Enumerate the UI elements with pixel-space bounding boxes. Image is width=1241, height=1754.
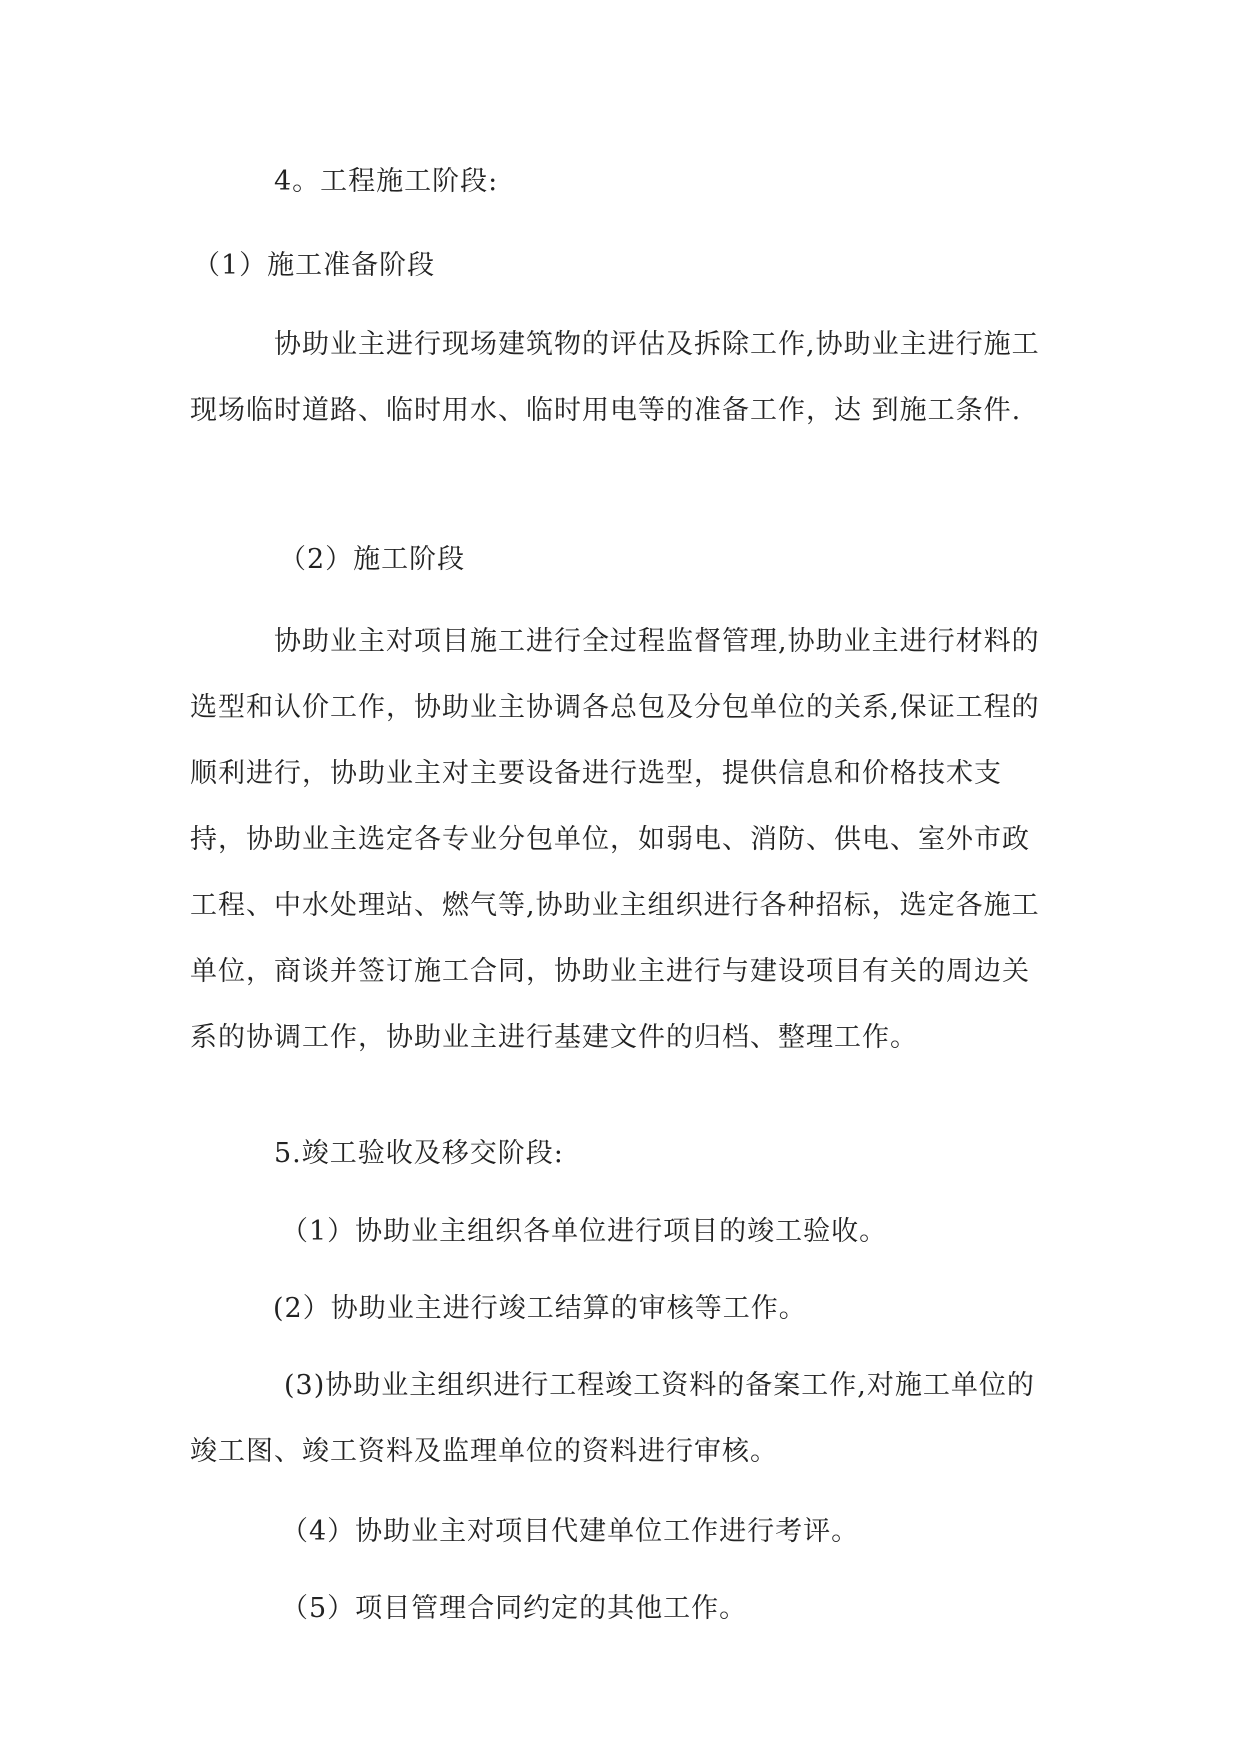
section-5-item-5: （5）项目管理合同约定的其他工作。 <box>281 1593 748 1624</box>
section-4-heading: 4。工程施工阶段: <box>274 166 499 197</box>
section-5-heading: 5.竣工验收及移交阶段: <box>274 1138 564 1169</box>
section-5-item-2: (2）协助业主进行竣工结算的审核等工作。 <box>273 1293 807 1324</box>
section-4-sub-2-body: 协助业主对项目施工进行全过程监督管理,协助业主进行材料的选型和认价工作，协助业主协调各总包及分包单位的关系,保证工程的顺利进行，协助业主对主要设备进行选型，提供信息和价格技术支持，协助业主选定各专业分包单位，如弱电、消防、供电、室外市政工程、中水处理站、燃气等,协助业主组织进行各种招标，选定各施工单位，商谈并签订施工合同，协助业主进行与建设项目有关的周边关系的协调工作，协助业主进行基建文件的归档、整理工作。 <box>190 626 1040 1053</box>
section-4-sub-1-body: 协助业主进行现场建筑物的评估及拆除工作,协助业主进行施工现场临时道路、临时用水、临时用电等的准备工作，达 到施工条件. <box>190 329 1040 426</box>
section-5-item-1: （1）协助业主组织各单位进行项目的竣工验收。 <box>281 1216 888 1247</box>
section-4-sub-1-heading: （1）施工准备阶段 <box>193 250 436 281</box>
section-4-sub-2-heading: （2）施工阶段 <box>279 544 466 575</box>
section-5-item-4: （4）协助业主对项目代建单位工作进行考评。 <box>281 1516 860 1547</box>
section-5-item-3: (3)协助业主组织进行工程竣工资料的备案工作,对施工单位的竣工图、竣工资料及监理单位的资料进行审核。 <box>190 1370 1035 1467</box>
